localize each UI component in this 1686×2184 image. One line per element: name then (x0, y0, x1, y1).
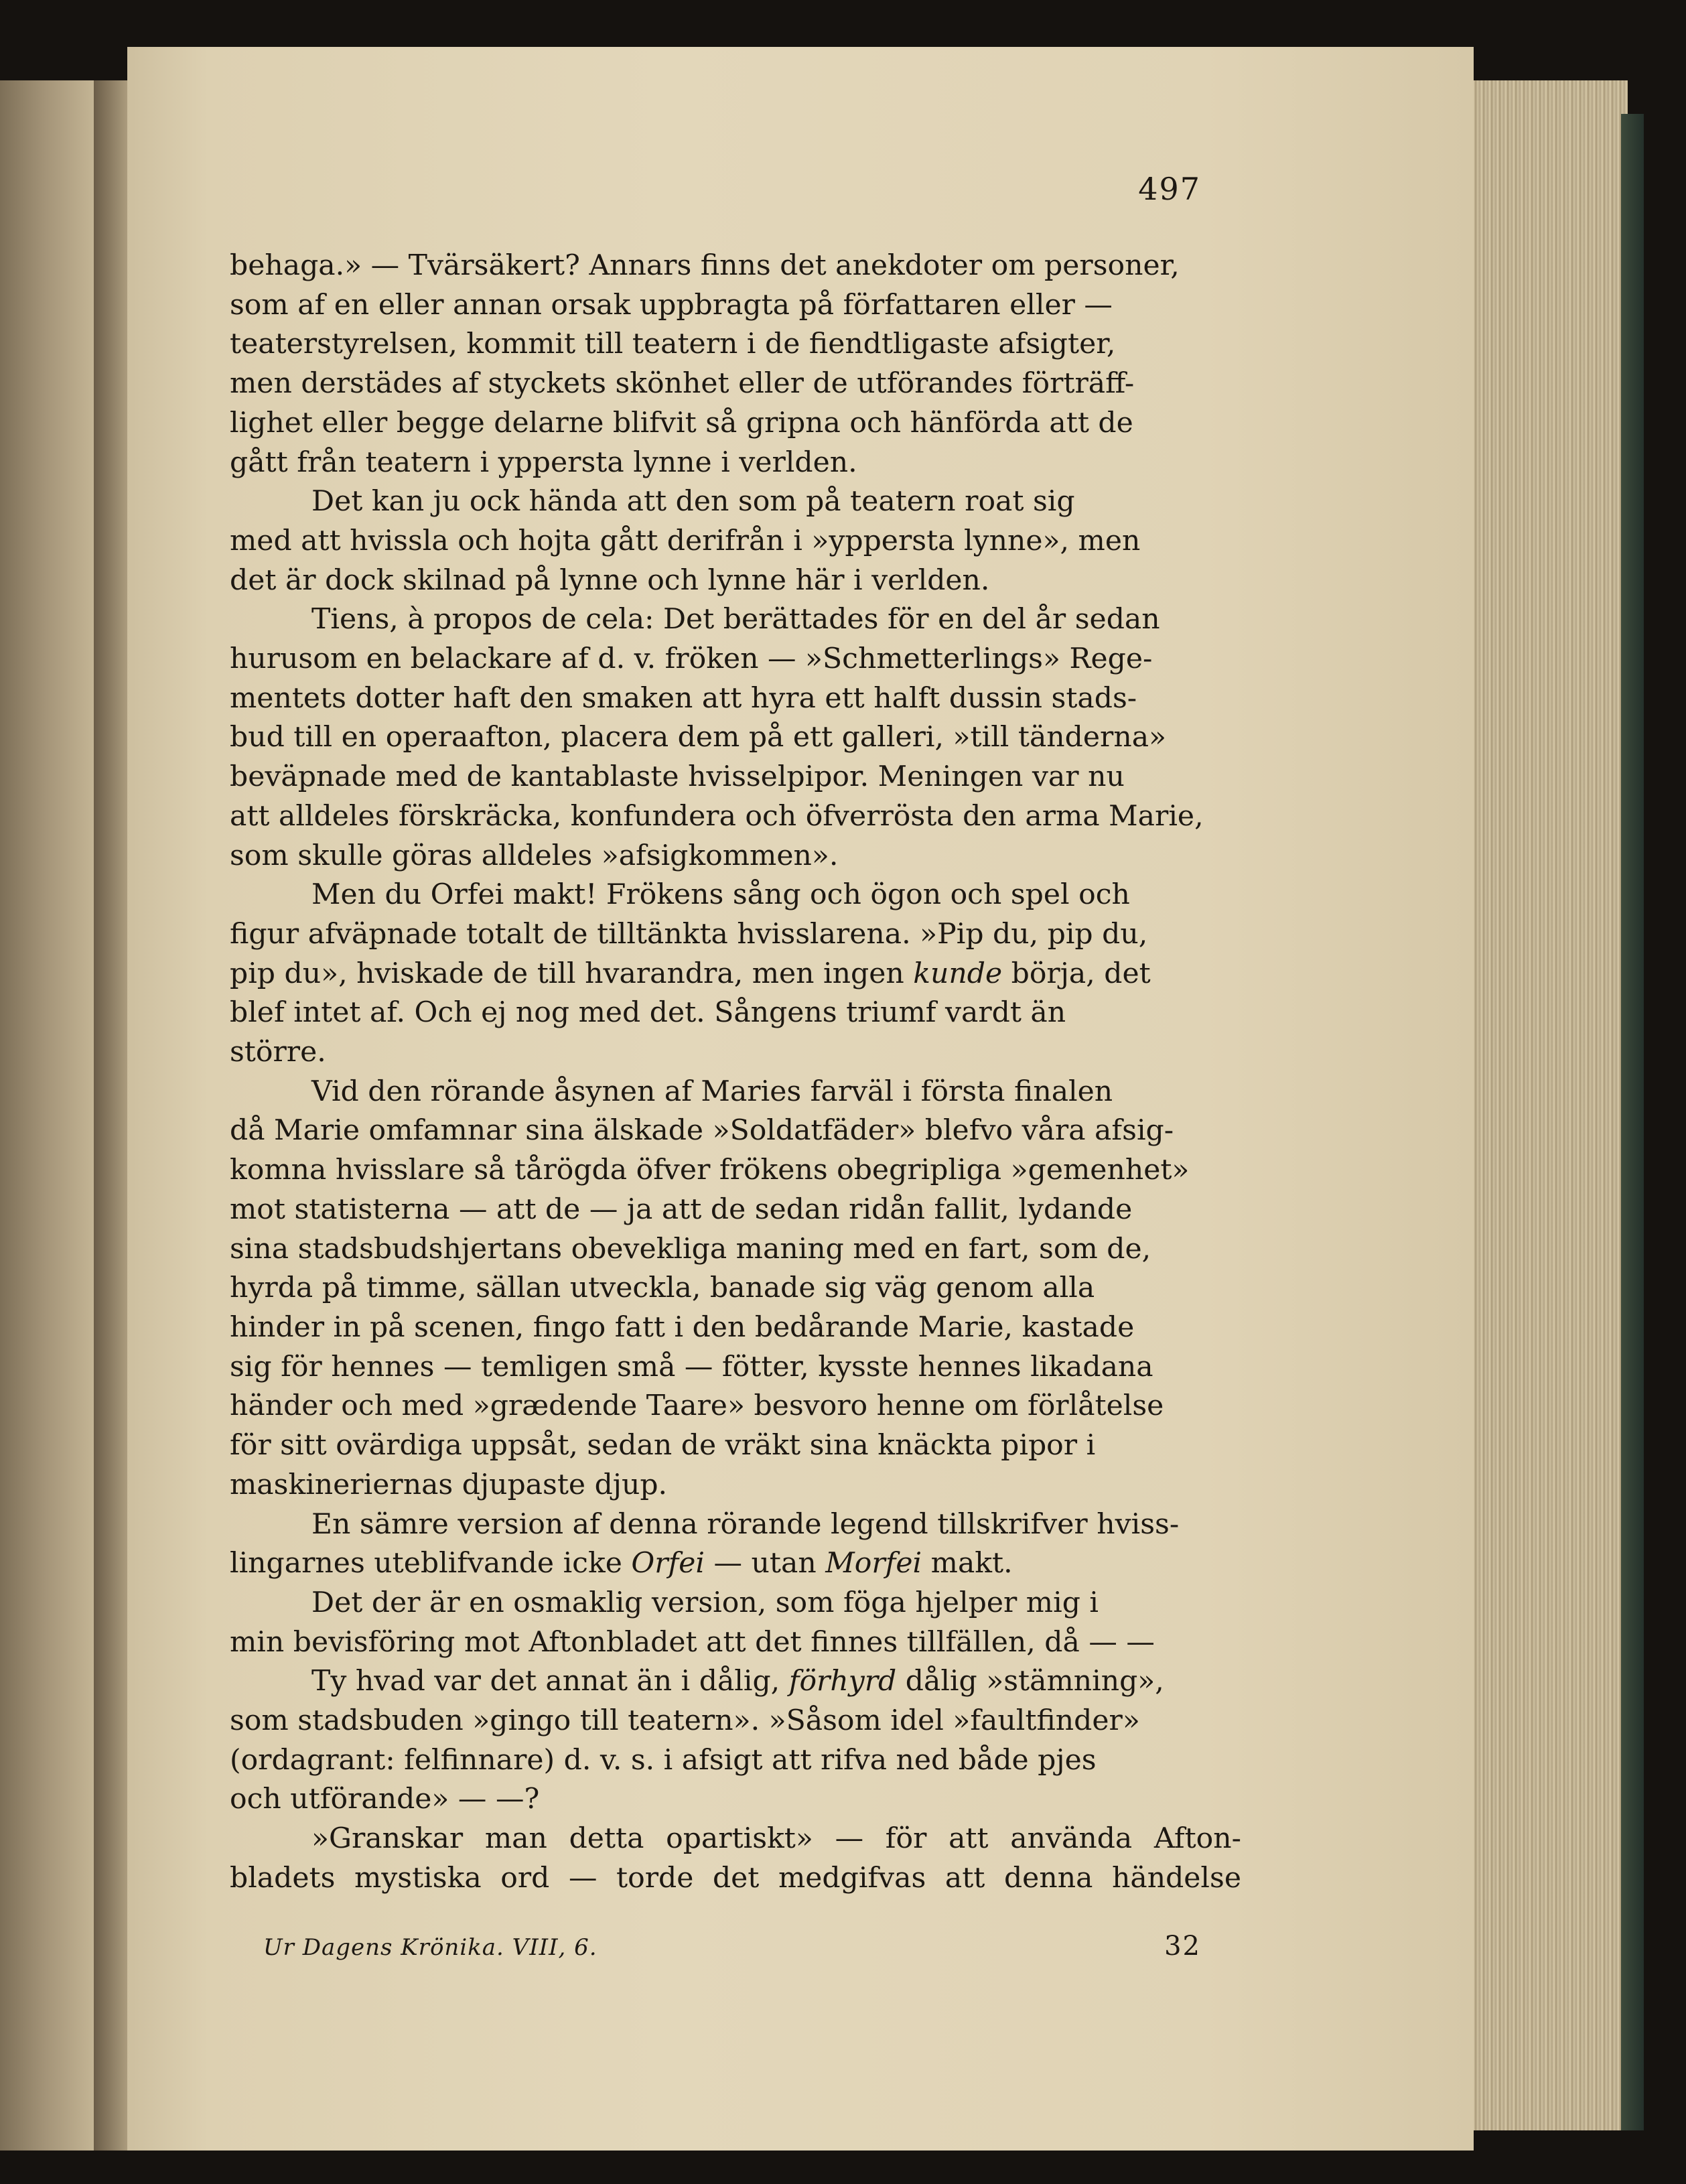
text-line: då Marie omfamnar sina älskade »Soldatfäder» blefvo våra afsig- (230, 1114, 1174, 1148)
text-line: teaterstyrelsen, kommit till teatern i de fiendtligaste afsigter, (230, 328, 1116, 361)
text-line: gått från teatern i yppersta lynne i verlden. (230, 446, 857, 479)
paragraph (230, 1820, 1241, 1898)
text-line: behaga.» — Tvärsäkert? Annars finns det anekdoter om personer, (230, 249, 1180, 282)
text-line: att alldeles förskräcka, konfundera och öfverrösta den arma Marie, (230, 799, 1204, 833)
page-edges (1454, 80, 1628, 2130)
left-page-edge (0, 80, 100, 2151)
text-line: sina stadsbudshjertans obevekliga maning med en fart, som de, (230, 1232, 1151, 1266)
paragraph (230, 1584, 1241, 1662)
cover-edge (1621, 114, 1644, 2130)
paragraph (230, 482, 1241, 600)
paragraph (230, 600, 1241, 876)
text-line: större. (230, 1036, 326, 1069)
text-line: men derstädes af styckets skönhet eller de utförandes förträff- (230, 367, 1135, 401)
paragraph (230, 1662, 1241, 1820)
text-line: beväpnade med de kantablaste hvisselpipor. Meningen var nu (230, 760, 1125, 794)
text-line: hinder in på scenen, fingo fatt i den bedårande Marie, kastade (230, 1310, 1135, 1344)
text-line: »Granskar man detta opartiskt» — för att använda Afton- (311, 1822, 1241, 1856)
text-line: Det der är en osmaklig version, som föga hjelper mig i (311, 1586, 1099, 1619)
paragraph (230, 876, 1241, 1073)
text-line: pip du», hviskade de till hvarandra, men ingen kunde börja, det (230, 957, 1151, 990)
text-line: Vid den rörande åsynen af Maries farväl i första finalen (311, 1075, 1113, 1108)
page-number: 497 (1138, 171, 1201, 207)
text-line: händer och med »grædende Taare» besvoro henne om förlåtelse (230, 1389, 1164, 1423)
text-line: Det kan ju ock hända att den som på teatern roat sig (311, 485, 1075, 519)
text-line: mot statisterna — att de — ja att de sedan ridån fallit, lydande (230, 1192, 1133, 1226)
text-line: min bevisföring mot Aftonbladet att det finnes tillfällen, då — — (230, 1625, 1155, 1659)
text-line: för sitt ovärdiga uppsåt, sedan de vräkt sina knäckta pipor i (230, 1429, 1096, 1462)
text-line: blef intet af. Och ej nog med det. Sångens triumf vardt än (230, 996, 1066, 1030)
text-line: hurusom en belackare af d. v. fröken — »Schmetterlings» Rege- (230, 642, 1153, 676)
text-line: och utförande» — —? (230, 1783, 540, 1816)
footer-signature: Ur Dagens Krönika. VIII, 6. (263, 1934, 598, 1961)
text-line: som af en eller annan orsak uppbragta på författaren eller — (230, 288, 1113, 322)
text-line: komna hvisslare så tårögda öfver frökens obegripliga »gemenhet» (230, 1154, 1190, 1187)
text-line: mentets dotter haft den smaken att hyra ett halft dussin stads- (230, 681, 1137, 715)
text-line: lighet eller begge delarne blifvit så gripna och hänförda att de (230, 406, 1133, 439)
text-line: (ordagrant: felfinnare) d. v. s. i afsigt att rifva ned både pjes (230, 1743, 1097, 1777)
text-line: bladets mystiska ord — torde det medgifvas att denna händelse (230, 1861, 1241, 1895)
text-line: som stadsbuden »gingo till teatern». »Såsom idel »faultfinder» (230, 1704, 1140, 1738)
text-line: maskineriernas djupaste djup. (230, 1468, 668, 1501)
paragraph (230, 1505, 1241, 1584)
signature-number: 32 (1164, 1931, 1201, 1962)
text-line: bud till en operaafton, placera dem på ett galleri, »till tänderna» (230, 721, 1167, 754)
text-line: det är dock skilnad på lynne och lynne här i verlden. (230, 563, 990, 597)
text-line: Tiens, à propos de cela: Det berättades för en del år sedan (311, 603, 1160, 636)
body-text (230, 247, 1241, 1899)
text-line: med att hvissla och hojta gått derifrån i »yppersta lynne», men (230, 524, 1141, 557)
page-content (230, 154, 1241, 1996)
text-line: En sämre version af denna rörande legend tillskrifver hviss- (311, 1507, 1180, 1541)
text-line: lingarnes uteblifvande icke Orfei — utan Morfei makt. (230, 1547, 1013, 1580)
text-line: Ty hvad var det annat än i dålig, förhyrd dålig »stämning», (311, 1665, 1164, 1698)
text-line: sig för hennes — temligen små — fötter, kysste hennes likadana (230, 1350, 1153, 1383)
text-line: Men du Orfei makt! Frökens sång och ögon och spel och (311, 878, 1130, 912)
text-line: som skulle göras alldeles »afsigkommen». (230, 839, 839, 872)
paragraph (230, 1073, 1241, 1505)
text-line: figur afväpnade totalt de tilltänkta hvisslarena. »Pip du, pip du, (230, 917, 1148, 951)
text-line: hyrda på timme, sällan utveckla, banade sig väg genom alla (230, 1272, 1095, 1305)
paragraph (230, 247, 1241, 482)
